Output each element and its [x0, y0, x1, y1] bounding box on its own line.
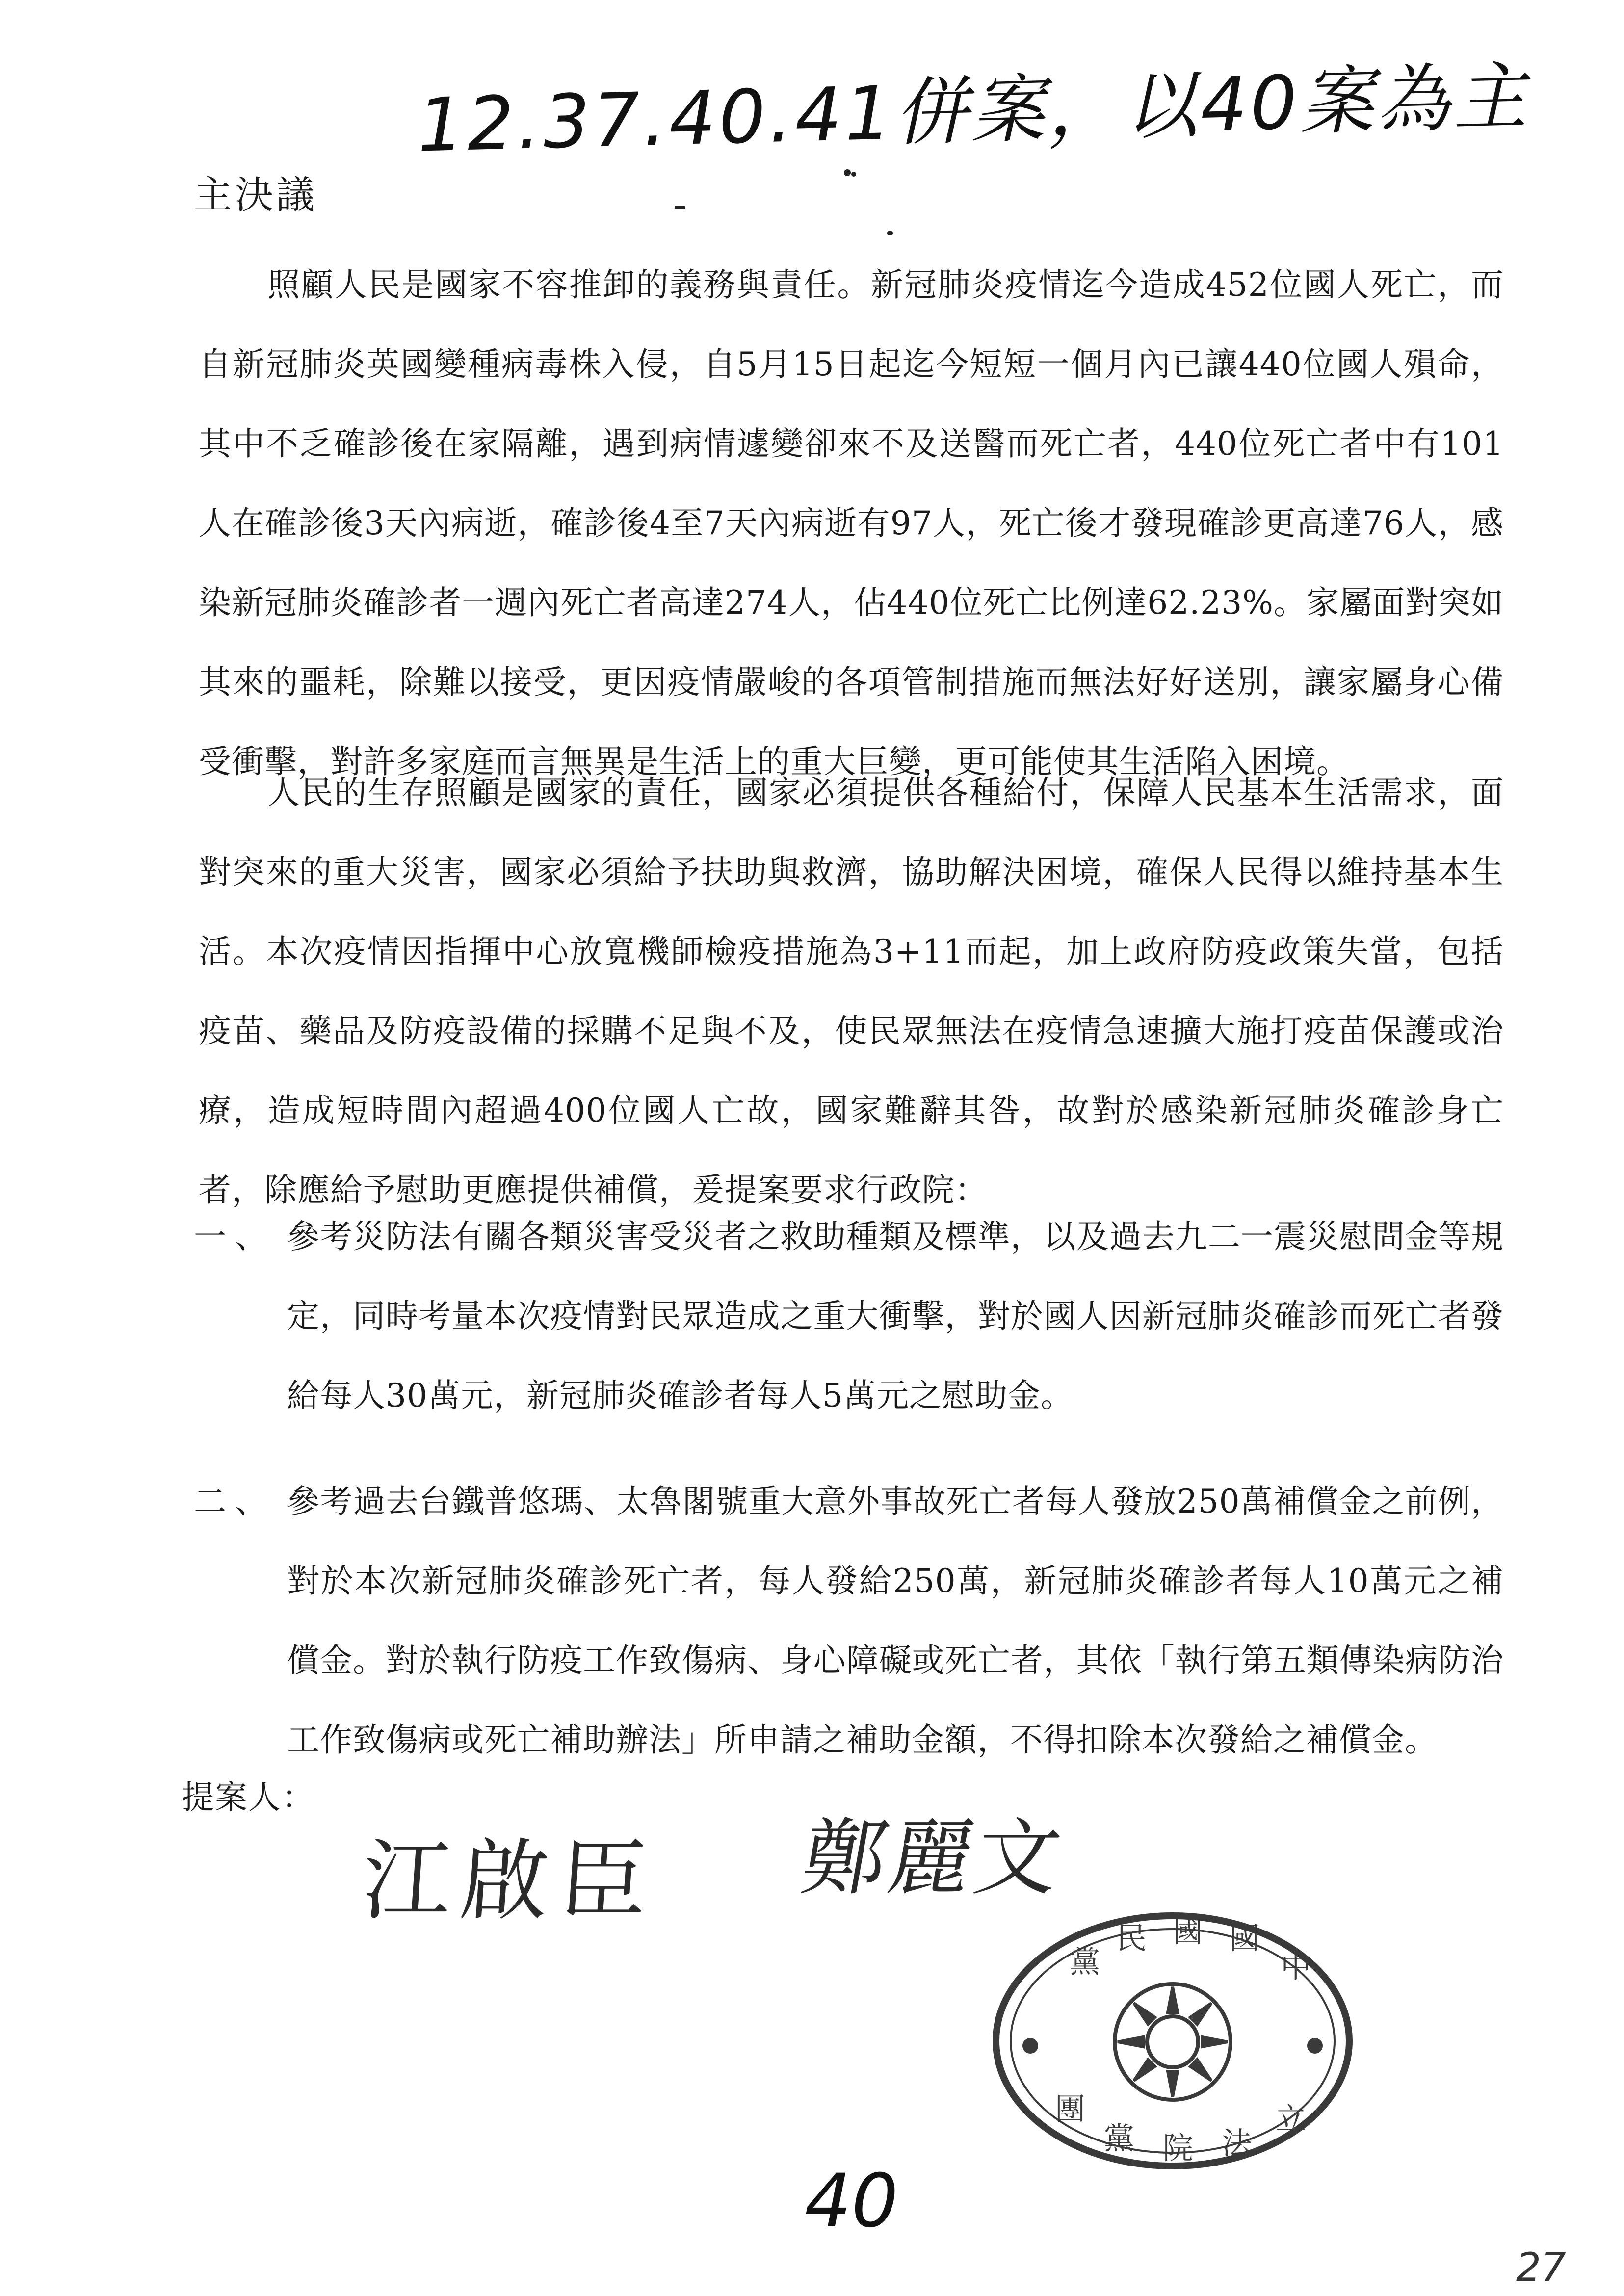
svg-text:國: 國: [1229, 1920, 1260, 1956]
scan-speck: [675, 206, 685, 209]
scan-speck: [851, 172, 856, 177]
proposer-label: 提案人：: [182, 1778, 315, 1816]
svg-text:院: 院: [1163, 2130, 1194, 2166]
svg-text:立: 立: [1276, 2101, 1307, 2137]
paragraph-1: 照顧人民是國家不容推卸的義務與責任。新冠肺炎疫情迄今造成452位國人死亡，而自新冠肺炎英國變種病毒株入侵，自5月15日起迄今短短一個月內已讓440位國人殞命，其中不乏確診後在家隔離，遇到病情遽變卻來不及送醫而死亡者，440位死亡者中有101人在確診後3天內病逝，確診後4至7天內病逝有97人，死亡後才發現確診更高達76人，感染新冠肺炎確診者一週內死亡者高達274人，佔440位死亡比例達62.23%。家屬面對突如其來的噩耗，除難以接受，更因疫情嚴峻的各項管制措施而無法好好送別，讓家屬身心備受衝擊，對許多家庭而言無異是生活上的重大巨變，更可能使其生活陷入困境。: [199, 266, 1504, 781]
handwritten-merge-note: 12.37.40.41併案，以40案為主: [416, 54, 1531, 169]
svg-text:團: 團: [1055, 2091, 1086, 2127]
handwritten-corner-number: 27: [1516, 2244, 1566, 2290]
scan-speck: [887, 231, 893, 235]
scan-speck: [844, 169, 851, 176]
list-item-number: 一、: [194, 1218, 276, 1255]
svg-text:法: 法: [1222, 2125, 1253, 2161]
svg-text:黨: 黨: [1104, 2120, 1135, 2156]
list-item-text: 參考過去台鐵普悠瑪、太魯閣號重大意外事故死亡者每人發放250萬補償金之前例，對於本次新冠肺炎確診死亡者，每人發給250萬，新冠肺炎確診者每人10萬元之補償金。對於執行防疫工作致傷病、身心障礙或死亡者，其依「執行第五類傳染病防治工作致傷病或死亡補助辦法」所申請之補助金額，不得扣除本次發給之補償金。: [287, 1483, 1504, 1759]
document-heading: 主決議: [194, 173, 318, 217]
svg-text:中: 中: [1281, 1949, 1311, 1984]
svg-text:民: 民: [1116, 1920, 1147, 1956]
list-item-number: 二、: [194, 1483, 276, 1520]
party-caucus-seal: [986, 1904, 1359, 2178]
paragraph-2: 人民的生存照顧是國家的責任，國家必須提供各種給付，保障人民基本生活需求，面對突來的重大災害，國家必須給予扶助與救濟，協助解決困境，確保人民得以維持基本生活。本次疫情因指揮中心放寬機師檢疫措施為3+11而起，加上政府防疫政策失當，包括疫苗、藥品及防疫設備的採購不足與不及，使民眾無法在疫情急速擴大施打疫苗保護或治療，造成短時間內超過400位國人亡故，國家難辭其咎，故對於感染新冠肺炎確診身亡者，除應給予慰助更應提供補償，爰提案要求行政院：: [199, 774, 1504, 1209]
signature-proposer-2: 鄭麗文: [794, 1810, 1071, 1907]
svg-text:國: 國: [1173, 1913, 1204, 1949]
svg-text:黨: 黨: [1070, 1944, 1100, 1980]
handwritten-page-number: 40: [805, 2159, 898, 2244]
signature-proposer-1: 江啟臣: [359, 1830, 661, 1932]
list-item-text: 參考災防法有關各類災害受災者之救助種類及標準，以及過去九二一震災慰問金等規定，同時考量本次疫情對民眾造成之重大衝擊，對於國人因新冠肺炎確診而死亡者發給每人30萬元，新冠肺炎確診者每人5萬元之慰助金。: [287, 1218, 1504, 1414]
